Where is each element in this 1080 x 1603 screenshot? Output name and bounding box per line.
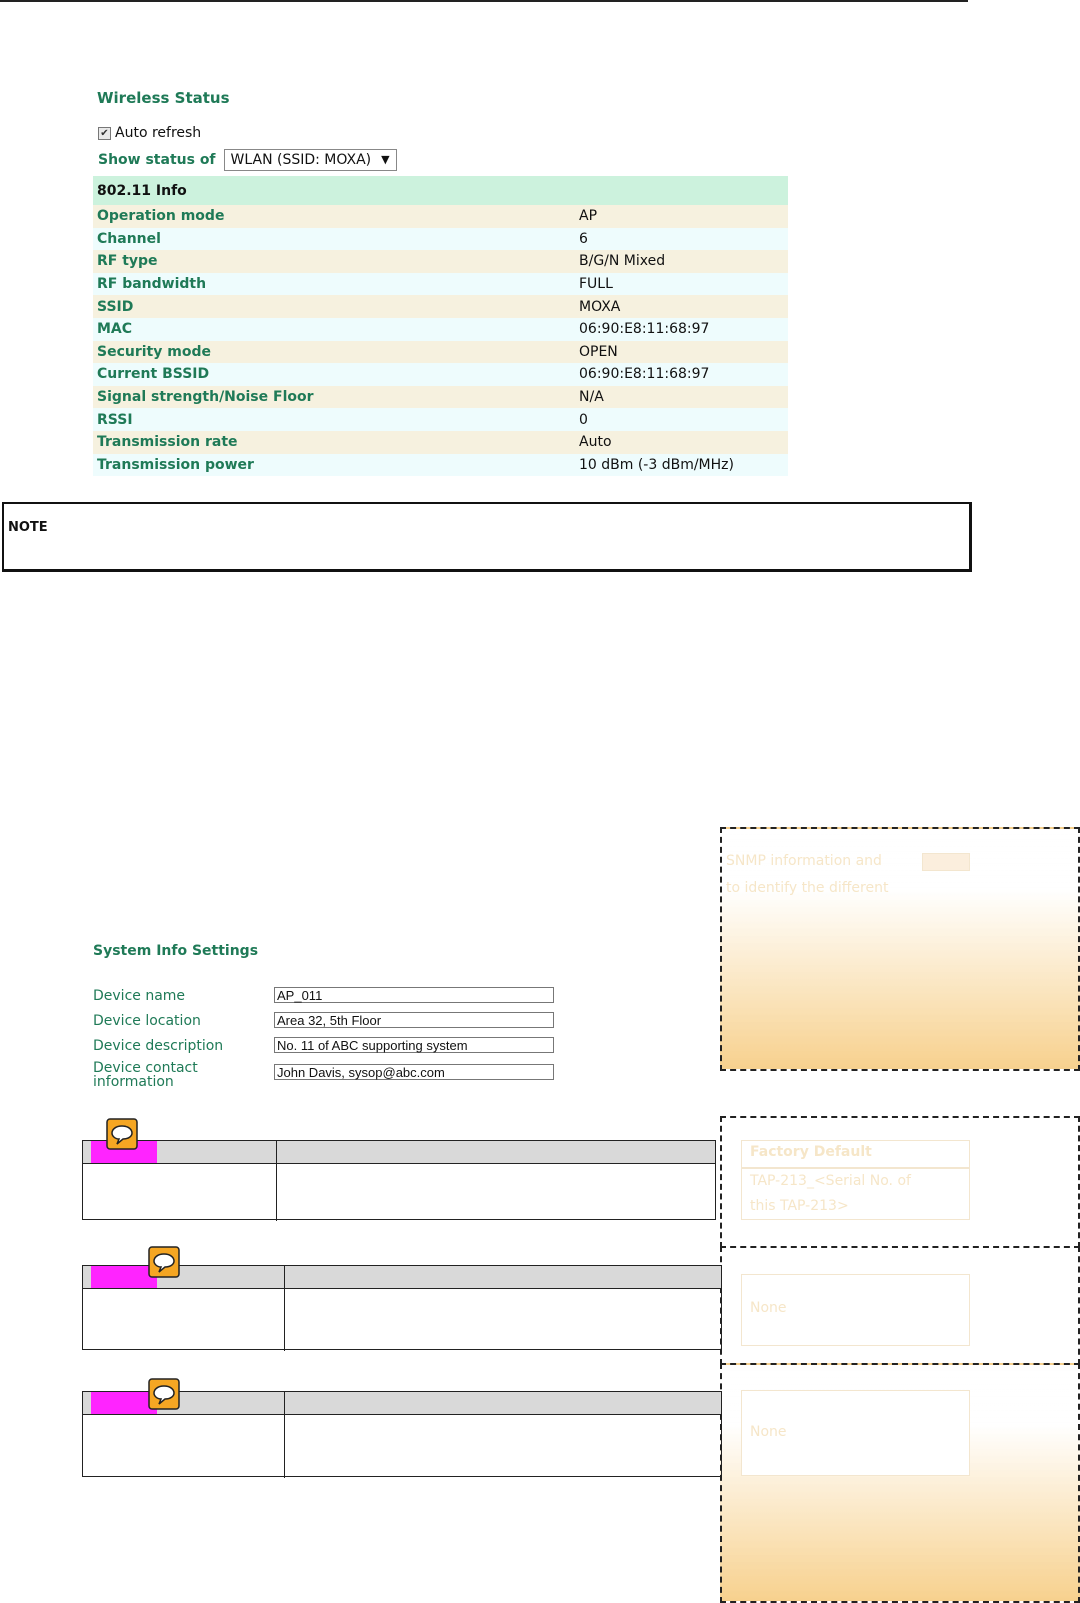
faded-none-1: None: [750, 1300, 787, 1316]
system-info-title: System Info Settings: [93, 943, 259, 959]
wireless-info-label: MAC: [93, 318, 575, 341]
param-table-header: [83, 1141, 715, 1164]
faded-serial-line-1: TAP-213_<Serial No. of: [750, 1173, 911, 1189]
checkmark-icon: ✔: [100, 127, 109, 139]
wireless-info-value: MOXA: [575, 295, 788, 318]
column-divider: [284, 1392, 285, 1414]
wireless-info-label: Transmission rate: [93, 431, 575, 454]
wireless-info-label: Operation mode: [93, 205, 575, 228]
wireless-status-title: Wireless Status: [97, 89, 230, 107]
faded-divider: [741, 1167, 970, 1169]
wireless-info-row: [93, 228, 788, 251]
column-divider: [276, 1141, 277, 1163]
wireless-info-label: SSID: [93, 295, 575, 318]
wireless-info-value: AP: [575, 205, 788, 228]
faded-factory-default: Factory Default: [750, 1144, 872, 1160]
wireless-info-row: [93, 386, 788, 409]
show-status-value: WLAN (SSID: MOXA): [230, 152, 372, 168]
wireless-info-label: RF bandwidth: [93, 273, 575, 296]
faded-text-2: to identify the different: [726, 880, 889, 896]
wireless-info-label: RSSI: [93, 408, 575, 431]
column-divider: [284, 1289, 285, 1351]
wireless-info-value: Auto: [575, 431, 788, 454]
device-name-input[interactable]: AP_011: [274, 987, 554, 1003]
show-status-select[interactable]: [224, 149, 397, 171]
wireless-info-row: [93, 408, 788, 431]
device-name-param-table: [82, 1140, 716, 1220]
device-contact-input[interactable]: John Davis, sysop@abc.com: [274, 1064, 554, 1080]
faded-none-2: None: [750, 1424, 787, 1440]
wireless-info-row: [93, 318, 788, 341]
top-rule: [0, 0, 968, 2]
device-contact-label-line1: Device contact: [93, 1060, 198, 1076]
param-table-body: [83, 1415, 721, 1478]
wireless-info-row: [93, 273, 788, 296]
wireless-info-row: [93, 363, 788, 386]
show-status-label: Show status of: [98, 152, 216, 168]
chevron-down-icon: ▼: [381, 153, 390, 166]
wireless-info-value: 06:90:E8:11:68:97: [575, 318, 788, 341]
param-table-body: [83, 1289, 721, 1351]
wireless-info-value: 6: [575, 228, 788, 251]
wireless-info-value: N/A: [575, 386, 788, 409]
wireless-info-row: [93, 454, 788, 477]
wireless-info-row: [93, 431, 788, 454]
auto-refresh-row[interactable]: [98, 125, 201, 141]
speech-bubble-comment-icon[interactable]: [148, 1246, 180, 1278]
wireless-info-value: 0: [575, 408, 788, 431]
wireless-info-table: [93, 176, 788, 476]
device-name-label: Device name: [93, 988, 186, 1004]
faded-serial-line-2: this TAP-213>: [750, 1198, 849, 1214]
column-divider: [276, 1164, 277, 1221]
wireless-info-row: [93, 205, 788, 228]
info-header: 802.11 Info: [93, 176, 788, 205]
wireless-info-value: 10 dBm (-3 dBm/MHz): [575, 454, 788, 477]
speech-bubble-comment-icon[interactable]: [148, 1378, 180, 1410]
note-box: [2, 502, 972, 572]
auto-refresh-checkbox[interactable]: [98, 127, 111, 140]
faded-highlight: [922, 853, 970, 871]
speech-bubble-comment-icon[interactable]: [106, 1118, 138, 1150]
device-contact-label-line2: information: [93, 1074, 174, 1090]
wireless-info-label: Channel: [93, 228, 575, 251]
wireless-info-value: 06:90:E8:11:68:97: [575, 363, 788, 386]
wireless-info-label: Transmission power: [93, 454, 575, 477]
auto-refresh-label: Auto refresh: [115, 125, 202, 141]
info-header-row: [93, 176, 788, 205]
wireless-info-label: Signal strength/Noise Floor: [93, 386, 575, 409]
faded-text-1: SNMP information and: [726, 853, 882, 869]
show-status-row: [98, 149, 397, 171]
note-title: NOTE: [8, 520, 48, 535]
wireless-info-row: [93, 341, 788, 364]
column-divider: [284, 1415, 285, 1478]
wireless-info-value: FULL: [575, 273, 788, 296]
wireless-info-label: RF type: [93, 250, 575, 273]
param-table-body: [83, 1164, 715, 1221]
wireless-info-value: OPEN: [575, 341, 788, 364]
column-divider: [284, 1266, 285, 1288]
wireless-info-row: [93, 250, 788, 273]
device-description-input[interactable]: No. 11 of ABC supporting system: [274, 1037, 554, 1053]
wireless-info-label: Security mode: [93, 341, 575, 364]
wireless-info-label: Current BSSID: [93, 363, 575, 386]
wireless-info-row: [93, 295, 788, 318]
device-location-label: Device location: [93, 1013, 201, 1029]
device-location-input[interactable]: Area 32, 5th Floor: [274, 1012, 554, 1028]
device-description-label: Device description: [93, 1038, 224, 1054]
wireless-info-value: B/G/N Mixed: [575, 250, 788, 273]
